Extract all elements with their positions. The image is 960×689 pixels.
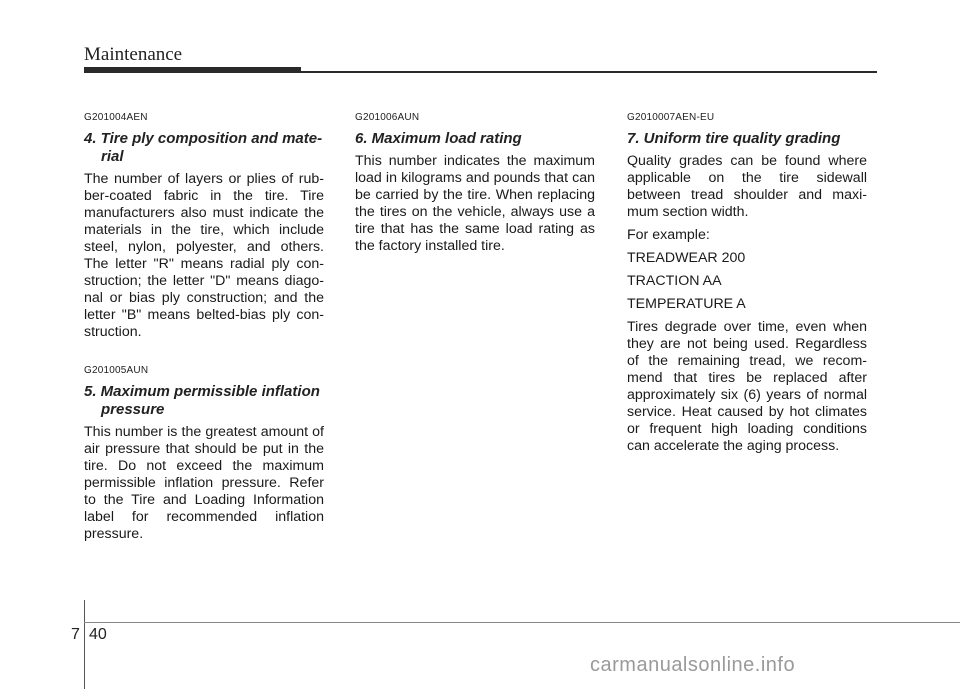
section-heading (84, 130, 324, 166)
column-left (84, 112, 324, 543)
heading-line: 5. Maximum permissible inflation (84, 383, 320, 400)
section-body-aging: Tires degrade over time, even when they are not being used. Regardless of the remaining tread, we recom-mend that tires be replaced after approximately six (6) years of normal service. Heat caused by hot climates or frequent high loading conditions can accelerate the aging process. (627, 319, 867, 454)
footer-page-number: 40 (89, 626, 107, 643)
section-4 (84, 112, 324, 341)
section-body: This number indicates the maximum load in kilograms and pounds that can be carried by the tire. When replacing the tires on the vehicle, always use a tire that has the same load rating as the factory installed tire. (355, 153, 595, 254)
example-treadwear: TREADWEAR 200 (627, 250, 746, 266)
section-code: G201006AUN (355, 112, 420, 123)
heading-line-continued: pressure (101, 401, 165, 418)
page-header-title: Maintenance (84, 44, 183, 65)
section-heading (84, 383, 324, 419)
heading-line: 4. Tire ply composition and mate- (84, 130, 323, 147)
section-code: G2010007AEN-EU (627, 112, 715, 123)
footer-horizontal-rule (84, 622, 960, 623)
heading-line: 6. Maximum load rating (355, 130, 522, 147)
footer-chapter-number: 7 (71, 626, 80, 643)
example-traction: TRACTION AA (627, 273, 722, 289)
section-body: The number of layers or plies of rub-ber-coated fabric in the tire. Tire manufacturers also must indicate the materials in the tire, which include steel, nylon, polyester, and others. The letter "R" means radial ply con-struction; the letter "D" means diago-nal or bias ply construction; and the letter "B" means belted-bias ply con-struction. (84, 171, 324, 340)
header-rule-thick (84, 67, 301, 73)
section-body: This number is the greatest amount of air pressure that should be put in the tire. Do not exceed the maximum permissible inflation pressure. Refer to the Tire and Loading Information label for recommended inflation pressure. (84, 424, 324, 542)
section-5 (84, 365, 324, 543)
heading-line-continued: rial (101, 148, 124, 165)
section-heading (355, 130, 595, 148)
heading-line: 7. Uniform tire quality grading (627, 130, 841, 147)
footer-vertical-rule (84, 600, 85, 689)
column-middle (355, 112, 595, 255)
header-rule-thin (301, 71, 877, 73)
section-heading (627, 130, 867, 148)
section-code: G201005AUN (84, 365, 149, 376)
example-temperature: TEMPERATURE A (627, 296, 746, 312)
section-body: Quality grades can be found where applicable on the tire sidewall between tread shoulder and maxi-mum section width. (627, 153, 867, 220)
example-intro: For example: (627, 227, 710, 243)
watermark-text: carmanualsonline.info (590, 654, 796, 676)
section-6 (355, 112, 595, 255)
section-7 (627, 112, 867, 455)
section-code: G201004AEN (84, 112, 148, 123)
column-right (627, 112, 867, 455)
